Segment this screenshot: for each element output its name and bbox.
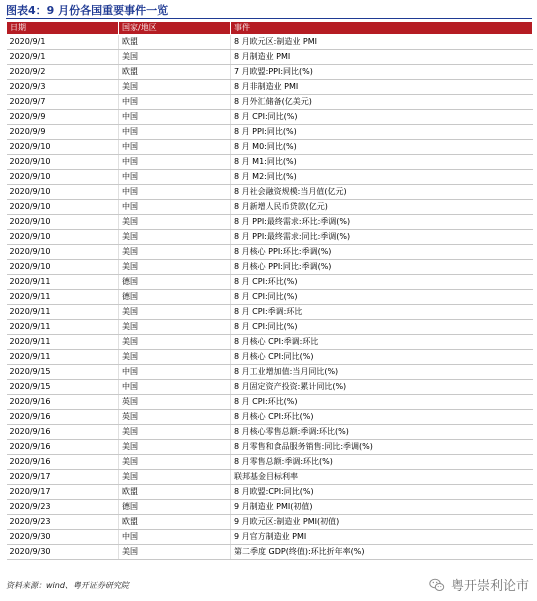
country-cell: 美国 <box>119 80 231 95</box>
table-row <box>7 410 533 425</box>
date-cell: 2020/9/15 <box>7 380 119 395</box>
event-cell: 8 月 PPI:最终需求:环比:季调(%) <box>231 215 533 230</box>
source-note: 资料来源：wind、粤开证券研究院 <box>6 581 129 590</box>
table-row <box>7 200 533 215</box>
table-row <box>7 530 533 545</box>
date-cell: 2020/9/11 <box>7 320 119 335</box>
table-row <box>7 470 533 485</box>
date-cell: 2020/9/30 <box>7 545 119 560</box>
date-cell: 2020/9/10 <box>7 260 119 275</box>
date-cell: 2020/9/16 <box>7 425 119 440</box>
date-cell: 2020/9/10 <box>7 170 119 185</box>
table-row <box>7 395 533 410</box>
country-cell: 欧盟 <box>119 35 231 50</box>
date-cell: 2020/9/1 <box>7 50 119 65</box>
date-cell: 2020/9/10 <box>7 155 119 170</box>
table-row <box>7 380 533 395</box>
country-cell: 中国 <box>119 170 231 185</box>
table-header-row <box>7 22 533 35</box>
table-row <box>7 110 533 125</box>
table-row <box>7 170 533 185</box>
country-cell: 美国 <box>119 50 231 65</box>
event-cell: 8 月 M0:同比(%) <box>231 140 533 155</box>
table-row <box>7 485 533 500</box>
country-cell: 欧盟 <box>119 65 231 80</box>
event-cell: 9 月官方制造业 PMI <box>231 530 533 545</box>
watermark <box>429 575 529 594</box>
header-date: 日期 <box>7 22 119 35</box>
country-cell: 美国 <box>119 260 231 275</box>
country-cell: 美国 <box>119 470 231 485</box>
event-cell: 第二季度 GDP(终值):环比折年率(%) <box>231 545 533 560</box>
date-cell: 2020/9/11 <box>7 290 119 305</box>
country-cell: 中国 <box>119 380 231 395</box>
table-row <box>7 500 533 515</box>
event-cell: 8 月零售和食品服务销售:同比:季调(%) <box>231 440 533 455</box>
table-row <box>7 230 533 245</box>
event-cell: 8 月 M1:同比(%) <box>231 155 533 170</box>
table-row <box>7 80 533 95</box>
country-cell: 德国 <box>119 290 231 305</box>
table-row <box>7 125 533 140</box>
table-row <box>7 440 533 455</box>
event-cell: 9 月制造业 PMI(初值) <box>231 500 533 515</box>
header-country: 国家/地区 <box>119 22 231 35</box>
country-cell: 英国 <box>119 395 231 410</box>
country-cell: 中国 <box>119 155 231 170</box>
country-cell: 中国 <box>119 125 231 140</box>
country-cell: 美国 <box>119 230 231 245</box>
country-cell: 美国 <box>119 440 231 455</box>
date-cell: 2020/9/16 <box>7 410 119 425</box>
country-cell: 中国 <box>119 530 231 545</box>
table-row <box>7 185 533 200</box>
event-cell: 8 月核心 PPI:环比:季调(%) <box>231 245 533 260</box>
table-row <box>7 260 533 275</box>
country-cell: 德国 <box>119 275 231 290</box>
country-cell: 中国 <box>119 140 231 155</box>
table-row <box>7 515 533 530</box>
date-cell: 2020/9/30 <box>7 530 119 545</box>
watermark-text: 粤开崇利论市 <box>450 579 529 594</box>
table-row <box>7 140 533 155</box>
table-row <box>7 335 533 350</box>
date-cell: 2020/9/3 <box>7 80 119 95</box>
country-cell: 中国 <box>119 95 231 110</box>
date-cell: 2020/9/11 <box>7 350 119 365</box>
table-row <box>7 350 533 365</box>
event-cell: 7 月欧盟:PPI:同比(%) <box>231 65 533 80</box>
event-cell: 8 月制造业 PMI <box>231 50 533 65</box>
event-cell: 8 月工业增加值:当月同比(%) <box>231 365 533 380</box>
table-row <box>7 65 533 80</box>
date-cell: 2020/9/10 <box>7 245 119 260</box>
country-cell: 美国 <box>119 350 231 365</box>
country-cell: 中国 <box>119 200 231 215</box>
country-cell: 美国 <box>119 335 231 350</box>
table-row <box>7 320 533 335</box>
date-cell: 2020/9/23 <box>7 500 119 515</box>
table-row <box>7 545 533 560</box>
country-cell: 德国 <box>119 500 231 515</box>
event-cell: 8 月 M2:同比(%) <box>231 170 533 185</box>
event-cell: 8 月核心零售总额:季调:环比(%) <box>231 425 533 440</box>
table-row <box>7 425 533 440</box>
event-cell: 8 月 CPI:同比(%) <box>231 320 533 335</box>
table-body <box>7 35 533 560</box>
country-cell: 美国 <box>119 455 231 470</box>
table-title: 图表4：9 月份各国重要事件一览 <box>6 3 532 19</box>
event-cell: 8 月 CPI:环比(%) <box>231 395 533 410</box>
date-cell: 2020/9/15 <box>7 365 119 380</box>
date-cell: 2020/9/16 <box>7 440 119 455</box>
table-row <box>7 455 533 470</box>
date-cell: 2020/9/10 <box>7 185 119 200</box>
wechat-icon <box>429 577 445 593</box>
country-cell: 欧盟 <box>119 485 231 500</box>
date-cell: 2020/9/10 <box>7 215 119 230</box>
table-row <box>7 215 533 230</box>
date-cell: 2020/9/23 <box>7 515 119 530</box>
country-cell: 英国 <box>119 410 231 425</box>
event-cell: 联邦基金目标利率 <box>231 470 533 485</box>
event-cell: 8 月 PPI:同比(%) <box>231 125 533 140</box>
country-cell: 美国 <box>119 215 231 230</box>
event-cell: 8 月社会融资规模:当月值(亿元) <box>231 185 533 200</box>
event-cell: 8 月新增人民币贷款(亿元) <box>231 200 533 215</box>
date-cell: 2020/9/10 <box>7 230 119 245</box>
country-cell: 中国 <box>119 365 231 380</box>
country-cell: 美国 <box>119 245 231 260</box>
table-row <box>7 245 533 260</box>
date-cell: 2020/9/9 <box>7 125 119 140</box>
event-cell: 8 月核心 CPI:同比(%) <box>231 350 533 365</box>
event-cell: 8 月外汇储备(亿美元) <box>231 95 533 110</box>
header-event: 事件 <box>231 22 533 35</box>
country-cell: 中国 <box>119 185 231 200</box>
date-cell: 2020/9/11 <box>7 335 119 350</box>
country-cell: 美国 <box>119 545 231 560</box>
event-cell: 8 月 CPI:环比(%) <box>231 275 533 290</box>
country-cell: 中国 <box>119 110 231 125</box>
date-cell: 2020/9/10 <box>7 140 119 155</box>
event-cell: 8 月固定资产投资:累计同比(%) <box>231 380 533 395</box>
table-row <box>7 275 533 290</box>
event-cell: 8 月核心 CPI:季调:环比 <box>231 335 533 350</box>
event-cell: 8 月 CPI:季调:环比 <box>231 305 533 320</box>
date-cell: 2020/9/16 <box>7 455 119 470</box>
country-cell: 欧盟 <box>119 515 231 530</box>
date-cell: 2020/9/1 <box>7 35 119 50</box>
date-cell: 2020/9/10 <box>7 200 119 215</box>
table-row <box>7 155 533 170</box>
event-cell: 8 月零售总额:季调:环比(%) <box>231 455 533 470</box>
table-row <box>7 365 533 380</box>
date-cell: 2020/9/7 <box>7 95 119 110</box>
event-cell: 8 月核心 PPI:同比:季调(%) <box>231 260 533 275</box>
date-cell: 2020/9/11 <box>7 275 119 290</box>
table-row <box>7 290 533 305</box>
event-cell: 8 月 CPI:同比(%) <box>231 290 533 305</box>
table-row <box>7 95 533 110</box>
table-row <box>7 50 533 65</box>
date-cell: 2020/9/2 <box>7 65 119 80</box>
country-cell: 美国 <box>119 320 231 335</box>
event-cell: 8 月 PPI:最终需求:同比:季调(%) <box>231 230 533 245</box>
event-cell: 8 月欧盟:CPI:同比(%) <box>231 485 533 500</box>
event-cell: 8 月非制造业 PMI <box>231 80 533 95</box>
country-cell: 美国 <box>119 425 231 440</box>
event-cell: 8 月 CPI:同比(%) <box>231 110 533 125</box>
country-cell: 美国 <box>119 305 231 320</box>
table-row <box>7 305 533 320</box>
events-table <box>6 21 533 560</box>
event-cell: 8 月核心 CPI:环比(%) <box>231 410 533 425</box>
event-cell: 9 月欧元区:制造业 PMI(初值) <box>231 515 533 530</box>
date-cell: 2020/9/11 <box>7 305 119 320</box>
event-cell: 8 月欧元区:制造业 PMI <box>231 35 533 50</box>
table-row <box>7 35 533 50</box>
date-cell: 2020/9/16 <box>7 395 119 410</box>
date-cell: 2020/9/17 <box>7 485 119 500</box>
date-cell: 2020/9/17 <box>7 470 119 485</box>
date-cell: 2020/9/9 <box>7 110 119 125</box>
